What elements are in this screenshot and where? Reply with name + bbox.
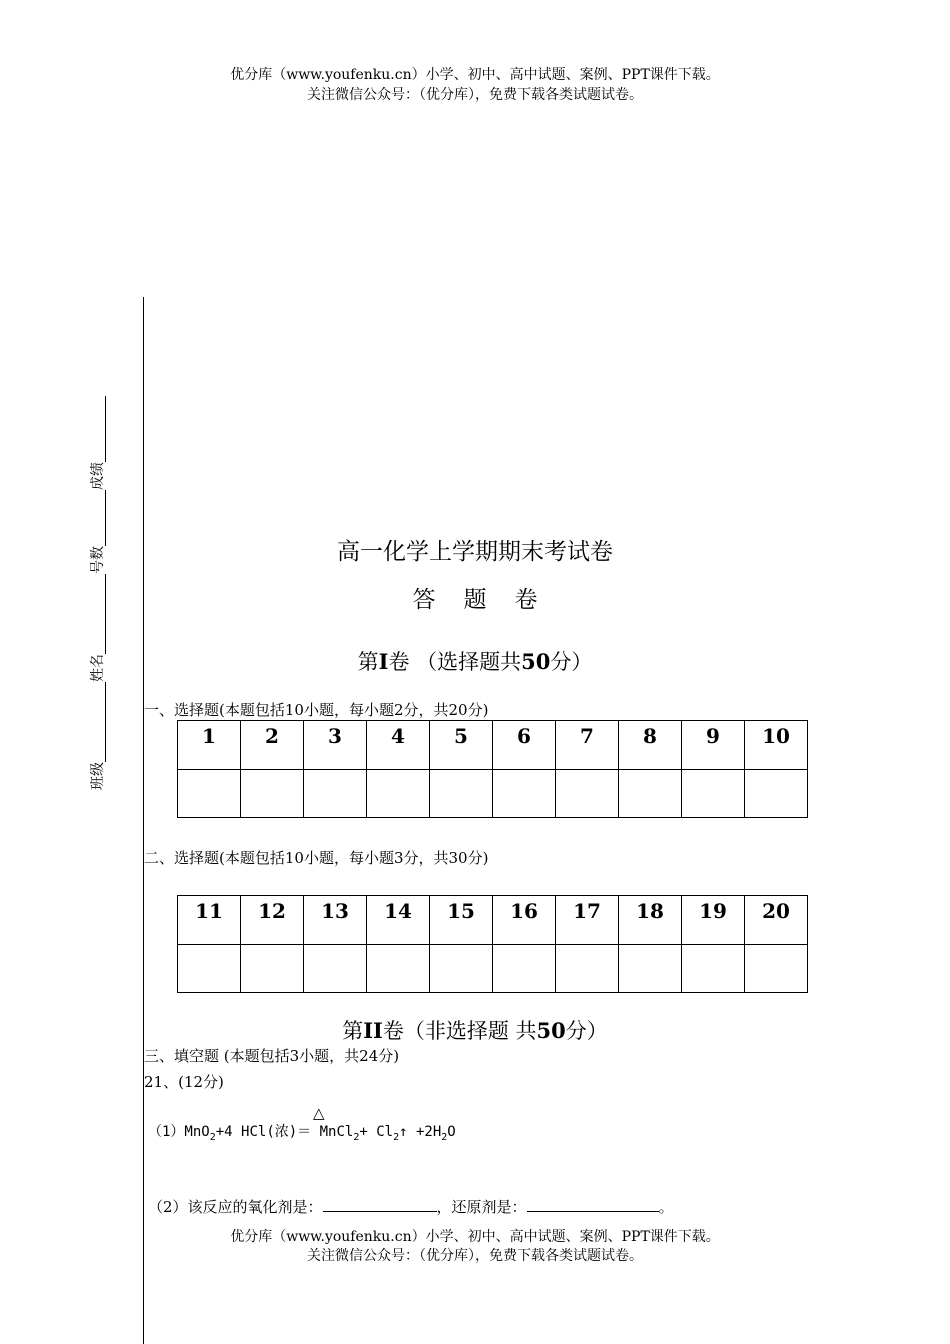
question-number-cell: 13 [304, 896, 367, 945]
question-number-cell: 7 [556, 721, 619, 770]
reductant-answer-blank[interactable] [527, 1196, 659, 1212]
answer-cell[interactable] [493, 770, 556, 818]
question-number-cell: 19 [682, 896, 745, 945]
question-number-cell: 3 [304, 721, 367, 770]
section-3-label: 三、填空题 (本题包括3小题，共24分) [144, 1047, 400, 1065]
answer-cell[interactable] [430, 770, 493, 818]
question-number-cell: 10 [745, 721, 808, 770]
binding-margin-line [143, 297, 144, 1344]
equation-part: （1）MnO [148, 1124, 210, 1140]
equation-part: O [447, 1124, 456, 1140]
score-blank [85, 396, 106, 462]
answer-table-1-answer-row [178, 770, 808, 818]
part-1-suffix: 卷 （选择题共 [388, 650, 522, 674]
answer-cell[interactable] [430, 945, 493, 993]
equation-part: + Cl [359, 1124, 394, 1140]
question-number-cell: 17 [556, 896, 619, 945]
answer-table-1-header-row [178, 721, 808, 770]
answer-cell[interactable] [493, 945, 556, 993]
equation-subscript: 2 [393, 1131, 400, 1143]
name-label: 姓名 [90, 654, 106, 682]
answer-cell[interactable] [178, 770, 241, 818]
answer-table-2 [177, 895, 808, 993]
part-1-heading [0, 646, 950, 676]
question-number-cell: 4 [367, 721, 430, 770]
part-2-suffix: 卷（非选择题 共 [382, 1019, 537, 1043]
answer-table-1 [177, 720, 808, 818]
answer-cell[interactable] [304, 770, 367, 818]
equation-subscript: 2 [441, 1131, 448, 1143]
answer-cell[interactable] [745, 945, 808, 993]
part-1-points: 50 [521, 649, 551, 674]
answer-cell[interactable] [556, 770, 619, 818]
question-number-cell: 8 [619, 721, 682, 770]
part-2-heading [0, 1015, 950, 1045]
part-2-prefix: 第 [342, 1019, 364, 1043]
question-number-cell: 14 [367, 896, 430, 945]
class-blank [85, 682, 106, 762]
answer-cell[interactable] [367, 770, 430, 818]
question-21-part-2 [148, 1196, 674, 1217]
answer-cell[interactable] [682, 770, 745, 818]
exam-subtitle: 答题卷 [412, 587, 566, 613]
answer-cell[interactable] [619, 770, 682, 818]
footer-line-1: 优分库（www.youfenku.cn）小学、初中、高中试题、案例、PPT课件下载。 [230, 1229, 720, 1245]
footer-line-2: 关注微信公众号：（优分库），免费下载各类试题试卷。 [307, 1248, 643, 1264]
answer-cell[interactable] [367, 945, 430, 993]
equation-subscript: 2 [209, 1131, 216, 1143]
question-21-label: 21、(12分) [144, 1073, 224, 1091]
question-number-cell: 2 [241, 721, 304, 770]
end-punctuation: 。 [658, 1198, 674, 1216]
section-2-label: 二、选择题(本题包括10小题，每小题3分，共30分) [144, 849, 489, 867]
answer-cell[interactable] [556, 945, 619, 993]
header-line-2: 关注微信公众号：（优分库），免费下载各类试题试卷。 [307, 87, 643, 103]
answer-table-2-answer-row [178, 945, 808, 993]
question-21-part-1-equation [148, 1122, 456, 1148]
oxidant-answer-blank[interactable] [323, 1196, 437, 1212]
part-2-points: 50 [536, 1018, 566, 1043]
part-2-roman: II [363, 1018, 383, 1043]
question-number-cell: 20 [745, 896, 808, 945]
equation-part: ↑ +2H [399, 1124, 442, 1140]
oxidant-prompt: （2）该反应的氧化剂是： [148, 1198, 323, 1216]
question-number-cell: 5 [430, 721, 493, 770]
question-number-cell: 9 [682, 721, 745, 770]
equation-subscript: 2 [353, 1131, 360, 1143]
score-label: 成绩 [90, 462, 106, 490]
number-label: 号数 [90, 546, 106, 574]
reductant-prompt: ，还原剂是： [436, 1198, 527, 1216]
header-line-1: 优分库（www.youfenku.cn）小学、初中、高中试题、案例、PPT课件下载。 [230, 67, 720, 83]
question-number-cell: 15 [430, 896, 493, 945]
question-number-cell: 1 [178, 721, 241, 770]
class-label: 班级 [90, 762, 106, 790]
answer-cell[interactable] [241, 770, 304, 818]
part-2-unit: 分） [565, 1019, 608, 1043]
section-1-label: 一、选择题(本题包括10小题，每小题2分，共20分) [144, 701, 489, 719]
answer-cell[interactable] [745, 770, 808, 818]
answer-cell[interactable] [304, 945, 367, 993]
heat-delta-symbol: △ [313, 1104, 325, 1122]
answer-cell[interactable] [619, 945, 682, 993]
answer-cell[interactable] [682, 945, 745, 993]
equation-part: +4 HCl(浓)＝ MnCl [215, 1124, 354, 1140]
exam-title: 高一化学上学期期末考试卷 [337, 539, 613, 565]
question-number-cell: 16 [493, 896, 556, 945]
answer-cell[interactable] [241, 945, 304, 993]
part-1-unit: 分） [550, 650, 593, 674]
question-number-cell: 18 [619, 896, 682, 945]
part-1-prefix: 第 [357, 650, 379, 674]
part-1-roman: I [378, 649, 389, 674]
answer-cell[interactable] [178, 945, 241, 993]
question-number-cell: 6 [493, 721, 556, 770]
question-number-cell: 12 [241, 896, 304, 945]
question-number-cell: 11 [178, 896, 241, 945]
answer-table-2-header-row [178, 896, 808, 945]
